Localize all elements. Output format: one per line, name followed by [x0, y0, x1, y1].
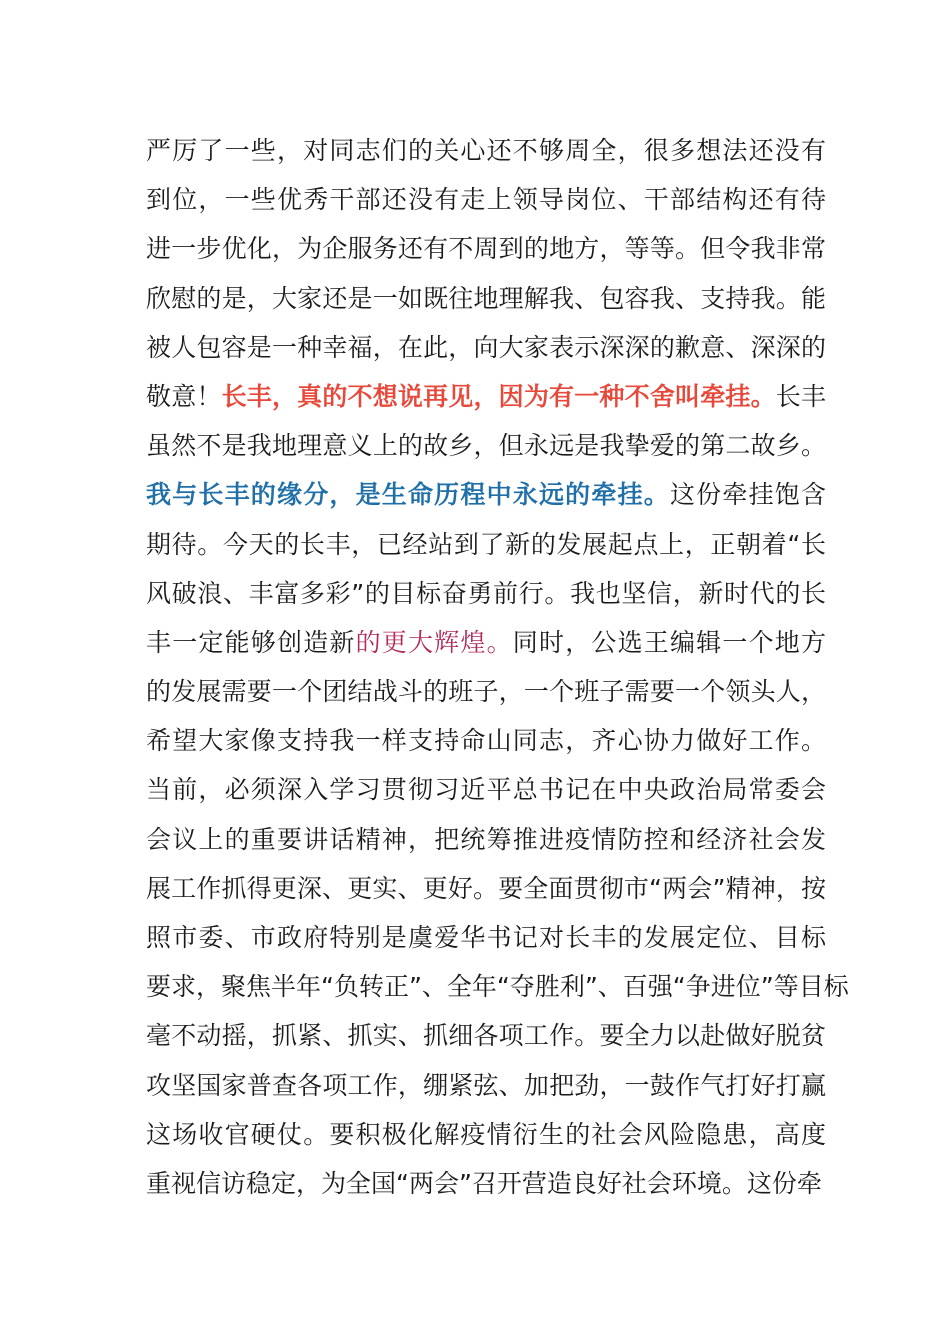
text-segment: 被人包容是一种幸福，在此，向大家表示深深的歉意、深深的 [146, 332, 826, 362]
text-line [146, 372, 826, 421]
text-segment: 虽然不是我地理意义上的故乡，但永远是我挚爱的第二故乡。 [146, 431, 826, 461]
text-segment: 长丰 [775, 381, 826, 411]
text-line [146, 470, 826, 519]
text-segment: 照市委、市政府特别是虞爱华书记对长丰的发展定位、目标 [146, 923, 826, 952]
highlight-blue-text: 我与长丰的缘分，是生命历程中永远的牵挂。 [146, 480, 670, 510]
text-segment: 严厉了一些，对同志们的关心还不够周全，很多想法还没有 [146, 136, 826, 165]
text-line [146, 1159, 826, 1208]
text-segment: 欣慰的是，大家还是一如既往地理解我、包容我、支持我。能 [146, 283, 826, 313]
text-segment: 的发展需要一个团结战斗的班子，一个班子需要一个领头人， [146, 677, 826, 707]
text-segment: 到位，一些优秀干部还没有走上领导岗位、干部结构还有待 [146, 185, 826, 215]
text-line [146, 667, 826, 716]
text-segment: 希望大家像支持我一样支持命山同志，齐心协力做好工作。 [146, 726, 826, 756]
highlight-red-text: 长丰，真的不想说再见，因为有一种不舍叫牵挂。 [221, 381, 776, 411]
text-segment: 丰一定能够创造新 [146, 627, 356, 657]
text-line [146, 864, 826, 913]
text-segment: 会议上的重要讲话精神，把统筹推进疫情防控和经济社会发 [146, 824, 826, 854]
text-line [146, 274, 826, 323]
text-line [146, 175, 826, 224]
text-segment: 要求，聚焦半年“负转正”、全年“夺胜利”、百强“争进位”等目标 [146, 972, 849, 1002]
text-line [146, 520, 826, 569]
text-line [146, 765, 826, 814]
text-segment: 敬意！ [146, 381, 222, 411]
text-line [146, 1011, 826, 1060]
text-line [146, 224, 826, 273]
text-segment: 当前，必须深入学习贯彻习近平总书记在中央政治局常委会 [146, 775, 826, 805]
text-segment: 重视信访稳定，为全国“两会”召开营造良好社会环境。这份牵 [146, 1168, 822, 1198]
text-line [146, 618, 826, 667]
text-line [146, 421, 826, 470]
text-segment: 毫不动摇，抓紧、抓实、抓细各项工作。要全力以赴做好脱贫 [146, 1021, 826, 1051]
text-segment: 展工作抓得更深、更实、更好。要全面贯彻市“两会”精神，按 [146, 873, 826, 903]
text-segment: 期待。今天的长丰，已经站到了新的发展起点上，正朝着“长 [146, 529, 826, 559]
text-segment: 风破浪、丰富多彩”的目标奋勇前行。我也坚信，新时代的长 [146, 578, 826, 608]
text-line [146, 323, 826, 372]
text-line [146, 815, 826, 864]
text-segment: 这场收官硬仗。要积极化解疫情衍生的社会风险隐患，高度 [146, 1119, 826, 1149]
text-segment: 进一步优化，为企服务还有不周到的地方，等等。但令我非常 [146, 234, 826, 264]
text-line [146, 913, 826, 962]
text-segment: 攻坚国家普查各项工作，绷紧弦、加把劲，一鼓作气打好打赢 [146, 1070, 826, 1100]
text-line [146, 569, 826, 618]
text-segment: 这份牵挂饱含 [669, 480, 826, 510]
highlight-pink-text: 的更大辉煌。 [355, 627, 513, 657]
text-line [146, 1110, 826, 1159]
text-line [146, 126, 826, 175]
text-segment: 同时，公选王编辑一个地方 [512, 627, 826, 657]
text-line [146, 962, 849, 1011]
text-line [146, 1061, 826, 1110]
text-line [146, 716, 826, 765]
body-text [146, 126, 849, 1208]
